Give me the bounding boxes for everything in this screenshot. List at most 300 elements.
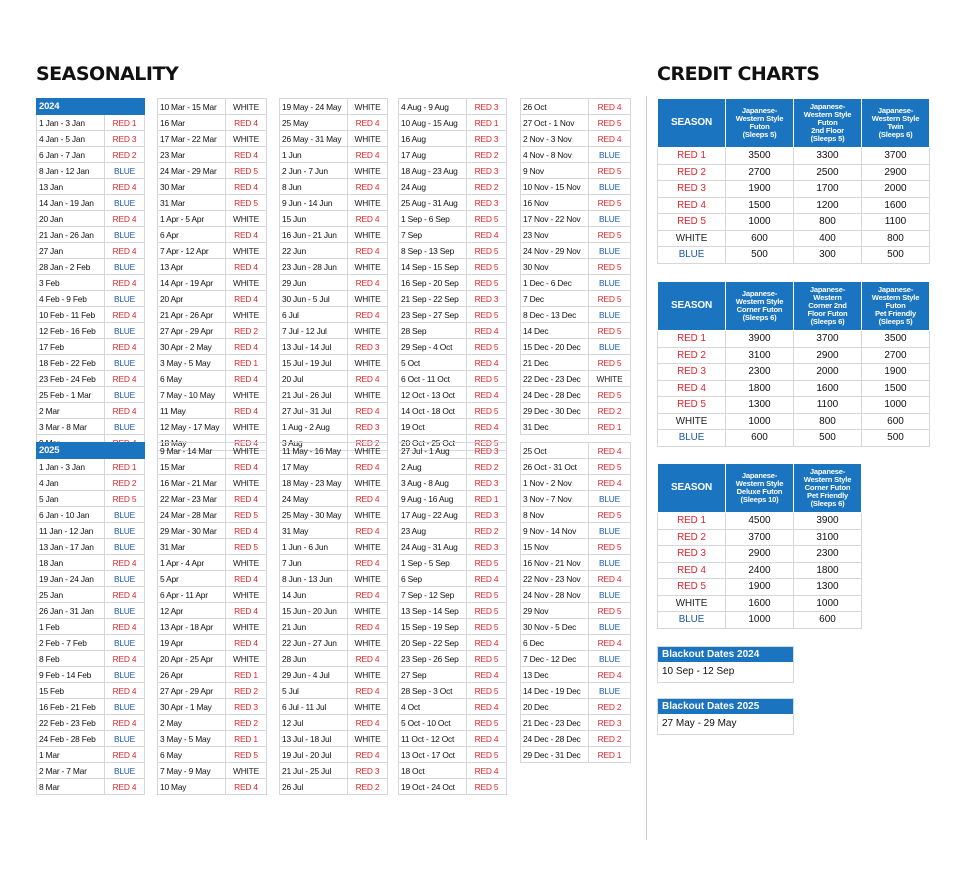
season-value: BLUE (589, 275, 631, 291)
blackout-box (657, 646, 794, 683)
date-range: 8 Jan - 12 Jan (37, 163, 105, 179)
credit-value: 1200 (794, 197, 862, 214)
date-range: 12 Jul (280, 715, 348, 731)
season-value: RED 1 (467, 115, 507, 131)
credit-value: 600 (726, 430, 794, 447)
date-range: 15 Nov (521, 539, 589, 555)
season-row (158, 459, 267, 475)
season-row (280, 731, 388, 747)
date-range: 27 Apr - 29 Apr (158, 323, 226, 339)
season-row (399, 131, 507, 147)
season-row (399, 211, 507, 227)
season-value: RED 4 (348, 307, 388, 323)
credit-value: 1900 (726, 181, 794, 198)
season-value: WHITE (226, 651, 267, 667)
date-range: 17 Aug (399, 147, 467, 163)
season-value: RED 2 (467, 459, 507, 475)
season-label: WHITE (658, 413, 726, 430)
date-range: 16 Jun - 21 Jun (280, 227, 348, 243)
date-range: 23 Mar (158, 147, 226, 163)
date-range: 9 Nov - 14 Nov (521, 523, 589, 539)
room-type-header: Japanese- Western Style Futon (Sleeps 5) (726, 99, 794, 148)
season-value: RED 2 (589, 699, 631, 715)
season-row (37, 371, 145, 387)
season-value: RED 4 (226, 147, 267, 163)
season-value: WHITE (226, 243, 267, 259)
season-row (280, 291, 388, 307)
season-value: WHITE (348, 603, 388, 619)
season-row (280, 371, 388, 387)
season-row (37, 731, 145, 747)
season-row (399, 419, 507, 435)
date-range: 23 Aug (399, 523, 467, 539)
credit-value: 3100 (794, 529, 862, 546)
season-value: RED 5 (467, 211, 507, 227)
date-range: 10 May (158, 779, 226, 795)
date-range: 23 Jun - 28 Jun (280, 259, 348, 275)
date-range: 8 Mar (37, 779, 105, 795)
date-range: 30 Apr - 2 May (158, 339, 226, 355)
season-row (521, 635, 631, 651)
credit-value: 3700 (794, 331, 862, 348)
season-value: WHITE (348, 507, 388, 523)
season-row (280, 651, 388, 667)
season-row (399, 747, 507, 763)
season-row (37, 403, 145, 419)
date-range: 16 Nov (521, 195, 589, 211)
credit-row (658, 247, 930, 264)
date-range: 26 Jan - 31 Jan (37, 603, 105, 619)
season-row (158, 747, 267, 763)
season-row (158, 211, 267, 227)
season-value: BLUE (105, 323, 145, 339)
season-row (37, 619, 145, 635)
credit-value: 400 (794, 230, 862, 247)
season-value: RED 5 (226, 539, 267, 555)
date-range: 25 May - 30 May (280, 507, 348, 523)
season-row (37, 323, 145, 339)
season-row (399, 323, 507, 339)
date-range: 1 Nov - 2 Nov (521, 475, 589, 491)
season-row (399, 275, 507, 291)
season-value: BLUE (105, 195, 145, 211)
season-value: RED 5 (467, 779, 507, 795)
credit-value: 1500 (862, 380, 930, 397)
credit-value: 1800 (726, 380, 794, 397)
season-value: RED 4 (226, 339, 267, 355)
season-row (37, 259, 145, 275)
credit-value: 600 (726, 230, 794, 247)
season-value: RED 4 (467, 323, 507, 339)
date-range: 1 Jun (280, 147, 348, 163)
credit-value: 800 (794, 214, 862, 231)
season-value: RED 4 (467, 419, 507, 435)
date-range: 27 Oct - 1 Nov (521, 115, 589, 131)
season-row (158, 699, 267, 715)
season-row (158, 475, 267, 491)
date-range: 25 Feb - 1 Mar (37, 387, 105, 403)
season-value: RED 5 (467, 275, 507, 291)
date-range: 8 Dec - 13 Dec (521, 307, 589, 323)
credit-value: 1800 (794, 562, 862, 579)
season-value: RED 5 (589, 603, 631, 619)
season-row (521, 291, 631, 307)
season-value: RED 4 (105, 275, 145, 291)
season-value: RED 5 (467, 555, 507, 571)
season-value: RED 4 (589, 667, 631, 683)
season-value: RED 2 (467, 179, 507, 195)
season-value: BLUE (589, 651, 631, 667)
date-range: 4 Feb - 9 Feb (37, 291, 105, 307)
credit-row (658, 214, 930, 231)
season-table-2024-col5 (520, 98, 631, 435)
date-range: 17 Mar - 22 Mar (158, 131, 226, 147)
season-value: BLUE (589, 491, 631, 507)
date-range: 28 Sep (399, 323, 467, 339)
season-label: RED 4 (658, 197, 726, 214)
season-row (521, 523, 631, 539)
season-row (521, 747, 631, 763)
season-value: RED 5 (467, 403, 507, 419)
date-range: 24 Mar - 29 Mar (158, 163, 226, 179)
season-label: BLUE (658, 612, 726, 629)
season-row (37, 275, 145, 291)
date-range: 20 Jan (37, 211, 105, 227)
credit-value: 1600 (794, 380, 862, 397)
season-row (280, 163, 388, 179)
date-range: 5 Jan (37, 491, 105, 507)
date-range: 12 Oct - 13 Oct (399, 387, 467, 403)
season-row (158, 291, 267, 307)
season-row (280, 403, 388, 419)
season-value: WHITE (348, 387, 388, 403)
season-value: RED 4 (348, 523, 388, 539)
date-range: 29 Mar - 30 Mar (158, 523, 226, 539)
date-range: 2 Jun - 7 Jun (280, 163, 348, 179)
date-range: 11 Jan - 12 Jan (37, 523, 105, 539)
date-range: 14 Sep - 15 Sep (399, 259, 467, 275)
date-range: 20 Dec (521, 699, 589, 715)
season-row (37, 603, 145, 619)
credit-value: 3300 (794, 148, 862, 165)
season-value: WHITE (348, 731, 388, 747)
season-value: RED 4 (467, 227, 507, 243)
credit-value: 4500 (726, 513, 794, 530)
season-row (158, 555, 267, 571)
date-range: 7 Dec (521, 291, 589, 307)
season-value: RED 2 (348, 779, 388, 795)
date-range: 9 Feb - 14 Feb (37, 667, 105, 683)
season-value: RED 4 (589, 475, 631, 491)
season-row (521, 603, 631, 619)
season-value: RED 4 (226, 371, 267, 387)
season-label: RED 2 (658, 347, 726, 364)
season-value: RED 4 (226, 435, 267, 451)
date-range: 16 Feb - 21 Feb (37, 699, 105, 715)
season-row (399, 443, 507, 459)
season-value: RED 4 (348, 715, 388, 731)
season-row (280, 443, 388, 459)
date-range: 24 Dec - 28 Dec (521, 731, 589, 747)
date-range: 16 Mar - 21 Mar (158, 475, 226, 491)
season-row (521, 587, 631, 603)
season-value: RED 2 (348, 435, 388, 451)
date-range: 22 Feb - 23 Feb (37, 715, 105, 731)
season-value: WHITE (226, 307, 267, 323)
season-value: RED 3 (467, 195, 507, 211)
season-row (521, 115, 631, 131)
date-range: 15 Mar (158, 459, 226, 475)
date-range: 26 Apr (158, 667, 226, 683)
season-row (37, 459, 145, 475)
date-range: 24 Nov - 28 Nov (521, 587, 589, 603)
season-label: RED 1 (658, 331, 726, 348)
credit-value: 3500 (862, 331, 930, 348)
season-row (37, 587, 145, 603)
season-row (158, 619, 267, 635)
season-row (521, 147, 631, 163)
season-row (37, 651, 145, 667)
credit-value: 2900 (862, 164, 930, 181)
season-value: RED 3 (467, 539, 507, 555)
credit-value: 2300 (726, 364, 794, 381)
date-range: 17 May (280, 459, 348, 475)
date-range: 3 Feb (37, 275, 105, 291)
date-range: 31 Mar (158, 539, 226, 555)
season-row (521, 539, 631, 555)
season-row (158, 323, 267, 339)
date-range: 21 Dec (521, 355, 589, 371)
season-row (280, 195, 388, 211)
credit-value: 3700 (726, 529, 794, 546)
credit-row (658, 197, 930, 214)
date-range: 3 May - 5 May (158, 355, 226, 371)
room-type-header: Japanese- Western Style Corner Futon Pet Friendly (Sleeps 6) (794, 464, 862, 513)
season-value: RED 4 (226, 603, 267, 619)
season-row (158, 523, 267, 539)
date-range: 12 Feb - 16 Feb (37, 323, 105, 339)
credit-chart-1 (657, 98, 930, 264)
date-range: 24 Aug (399, 179, 467, 195)
date-range: 16 Aug (399, 131, 467, 147)
season-value: WHITE (226, 99, 267, 115)
season-table-2024-col3 (279, 98, 388, 451)
season-row (280, 387, 388, 403)
season-row (521, 715, 631, 731)
season-value: WHITE (226, 275, 267, 291)
date-range: 5 Apr (158, 571, 226, 587)
season-value: RED 4 (348, 403, 388, 419)
date-range: 22 Jun (280, 243, 348, 259)
season-value: RED 4 (348, 371, 388, 387)
season-value: BLUE (589, 683, 631, 699)
season-row (399, 779, 507, 795)
season-row (37, 227, 145, 243)
season-value: RED 3 (589, 715, 631, 731)
date-range: 14 Dec (521, 323, 589, 339)
season-value: WHITE (348, 131, 388, 147)
season-value: RED 3 (467, 291, 507, 307)
date-range: 29 Jun (280, 275, 348, 291)
date-range: 23 Sep - 27 Sep (399, 307, 467, 323)
season-value: RED 1 (105, 459, 145, 475)
credit-row (658, 148, 930, 165)
date-range: 6 May (158, 747, 226, 763)
season-value: RED 5 (226, 507, 267, 523)
date-range: 27 Jan (37, 243, 105, 259)
season-label: RED 3 (658, 364, 726, 381)
season-value: BLUE (105, 731, 145, 747)
season-value: RED 4 (226, 635, 267, 651)
season-value: RED 4 (226, 179, 267, 195)
credit-value: 3700 (862, 148, 930, 165)
season-row (158, 243, 267, 259)
date-range: 6 Jan - 7 Jan (37, 147, 105, 163)
section-divider (646, 96, 647, 840)
season-row (37, 699, 145, 715)
date-range: 28 Sep - 3 Oct (399, 683, 467, 699)
date-range: 8 Sep - 13 Sep (399, 243, 467, 259)
date-range: 16 Nov - 21 Nov (521, 555, 589, 571)
season-label: RED 5 (658, 397, 726, 414)
credit-value: 3900 (726, 331, 794, 348)
credit-row (658, 562, 862, 579)
date-range: 29 Dec - 31 Dec (521, 747, 589, 763)
season-value: RED 4 (348, 243, 388, 259)
season-value: WHITE (226, 419, 267, 435)
date-range: 15 Jun - 20 Jun (280, 603, 348, 619)
season-row (280, 683, 388, 699)
date-range: 26 May - 31 May (280, 131, 348, 147)
season-value: RED 5 (589, 227, 631, 243)
season-row (37, 163, 145, 179)
season-value: RED 4 (589, 443, 631, 459)
season-value: BLUE (105, 227, 145, 243)
credit-row (658, 347, 930, 364)
season-row (37, 195, 145, 211)
season-row (37, 667, 145, 683)
credit-value: 1900 (726, 579, 794, 596)
date-range: 1 Sep - 5 Sep (399, 555, 467, 571)
date-range: 9 Jun - 14 Jun (280, 195, 348, 211)
season-row (37, 491, 145, 507)
date-range: 13 Dec (521, 667, 589, 683)
season-value: RED 5 (589, 323, 631, 339)
season-row (280, 747, 388, 763)
season-value: RED 1 (467, 491, 507, 507)
credit-value: 800 (794, 413, 862, 430)
season-row (158, 403, 267, 419)
season-value: RED 5 (467, 259, 507, 275)
year-header: 2025 (37, 443, 145, 459)
season-value: RED 4 (348, 115, 388, 131)
season-value: RED 3 (467, 507, 507, 523)
season-value: WHITE (226, 619, 267, 635)
season-value: BLUE (105, 163, 145, 179)
date-range: 28 Jan - 2 Feb (37, 259, 105, 275)
season-value: BLUE (589, 179, 631, 195)
season-table-2025-col2 (157, 442, 267, 795)
season-row (399, 227, 507, 243)
season-value: BLUE (589, 339, 631, 355)
season-value: RED 5 (467, 619, 507, 635)
season-value: RED 5 (467, 371, 507, 387)
date-range: 26 Oct - 31 Oct (521, 459, 589, 475)
season-header: SEASON (658, 464, 726, 513)
season-row (158, 307, 267, 323)
season-value: RED 5 (589, 163, 631, 179)
season-row (37, 683, 145, 699)
season-row (399, 651, 507, 667)
season-value: RED 3 (348, 419, 388, 435)
season-value: RED 4 (348, 491, 388, 507)
season-value: BLUE (105, 635, 145, 651)
season-row (37, 243, 145, 259)
season-row (521, 371, 631, 387)
season-value: RED 5 (467, 651, 507, 667)
date-range: 9 Nov (521, 163, 589, 179)
season-value: RED 2 (589, 731, 631, 747)
season-row (158, 355, 267, 371)
season-row (280, 275, 388, 291)
season-label: RED 4 (658, 380, 726, 397)
season-value: RED 5 (589, 539, 631, 555)
season-row (399, 355, 507, 371)
season-row (280, 323, 388, 339)
season-value: BLUE (105, 523, 145, 539)
season-value: RED 4 (105, 619, 145, 635)
season-row (158, 163, 267, 179)
season-label: RED 5 (658, 214, 726, 231)
season-value: RED 4 (105, 683, 145, 699)
season-value: BLUE (589, 587, 631, 603)
season-row (37, 339, 145, 355)
season-value: RED 5 (589, 459, 631, 475)
season-value: RED 3 (467, 99, 507, 115)
season-value: WHITE (226, 211, 267, 227)
date-range: 8 Nov (521, 507, 589, 523)
date-range: 29 Dec - 30 Dec (521, 403, 589, 419)
date-range: 17 Feb (37, 339, 105, 355)
date-range: 31 Mar (158, 195, 226, 211)
season-row (399, 403, 507, 419)
season-value: RED 1 (226, 355, 267, 371)
date-range: 18 Aug - 23 Aug (399, 163, 467, 179)
season-value: RED 4 (226, 491, 267, 507)
season-value: WHITE (348, 475, 388, 491)
season-value: RED 4 (467, 731, 507, 747)
season-label: RED 3 (658, 181, 726, 198)
season-row (399, 731, 507, 747)
season-value: RED 4 (105, 307, 145, 323)
date-range: 30 Jun - 5 Jul (280, 291, 348, 307)
season-row (37, 475, 145, 491)
credit-row (658, 579, 862, 596)
date-range: 7 May - 9 May (158, 763, 226, 779)
season-value: RED 5 (105, 491, 145, 507)
date-range: 15 Dec - 20 Dec (521, 339, 589, 355)
date-range: 18 Feb - 22 Feb (37, 355, 105, 371)
season-value: RED 4 (226, 459, 267, 475)
season-label: RED 3 (658, 546, 726, 563)
date-range: 6 Jul - 11 Jul (280, 699, 348, 715)
date-range: 1 Apr - 5 Apr (158, 211, 226, 227)
date-range: 2 May (158, 715, 226, 731)
season-value: RED 1 (589, 419, 631, 435)
room-type-header: Japanese- Western Style Futon Pet Friendly (Sleeps 5) (862, 282, 930, 331)
season-row (399, 763, 507, 779)
date-range: 21 Sep - 22 Sep (399, 291, 467, 307)
